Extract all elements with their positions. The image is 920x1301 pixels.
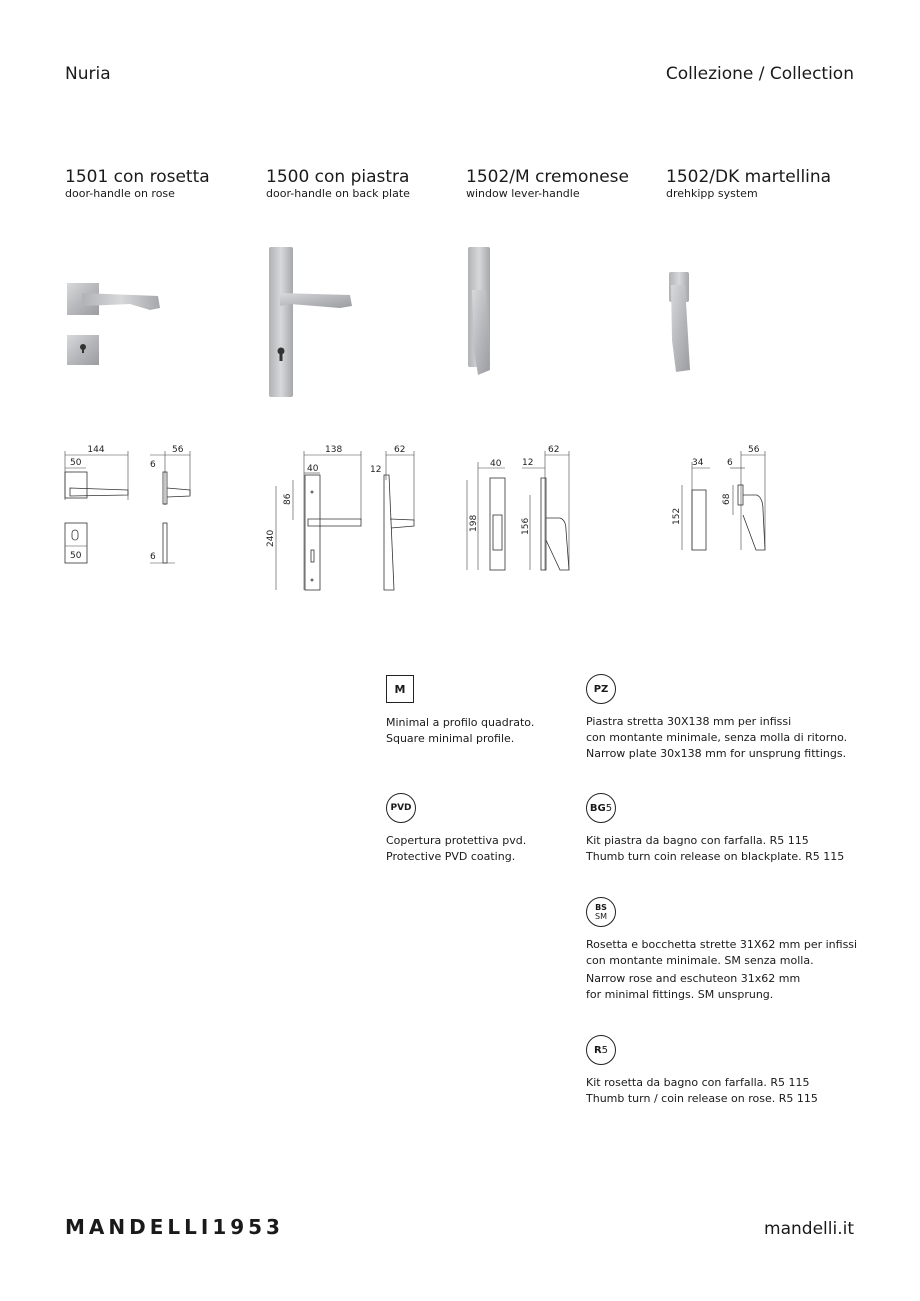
product-title: 1500 con piastra (266, 167, 410, 187)
feature-text: Piastra stretta 30X138 mm per infissi (586, 715, 792, 728)
feature-pz (586, 674, 847, 762)
drawing-1501 (65, 445, 190, 563)
product-subtitle: door-handle on rose (65, 187, 175, 200)
feature-text: Square minimal profile. (386, 732, 515, 745)
dim-escutcheon: 50 (70, 551, 82, 561)
dim-width: 144 (87, 445, 105, 455)
feature-bg5 (586, 793, 844, 865)
feature-r5 (586, 1035, 818, 1107)
product-title: 1502/DK martellina (666, 167, 832, 187)
dim-height2: 156 (521, 517, 531, 535)
feature-text: Protective PVD coating. (386, 850, 516, 863)
dim-height1: 198 (469, 514, 479, 532)
feature-text: Narrow rose and eschuteon 31x62 mm (586, 972, 801, 985)
photo-1502m (468, 247, 490, 375)
dim-plate: 40 (490, 459, 502, 469)
feature-text: Copertura protettiva pvd. (386, 834, 527, 847)
dim-height1: 152 (672, 507, 682, 525)
dim-height2: 240 (266, 529, 276, 547)
badge-pz: PZ (586, 674, 616, 704)
dim-thickness: 6 (727, 458, 733, 468)
feature-text: Rosetta e bocchetta strette 31X62 mm per infissi (586, 938, 858, 951)
feature-m (386, 675, 534, 747)
dim-thickness: 12 (370, 465, 382, 475)
dim-thickness: 6 (150, 460, 156, 470)
feature-text: Minimal a profilo quadrato. (386, 716, 535, 729)
product-subtitle: door-handle on back plate (266, 187, 410, 200)
feature-pvd (386, 793, 526, 865)
dim-plate: 40 (307, 464, 319, 474)
product-subtitle: window lever-handle (466, 187, 580, 200)
dim-projection: 56 (748, 445, 760, 455)
dim-plate: 34 (692, 458, 704, 468)
feature-text: con montante minimale, senza molla di ritorno. (586, 731, 848, 744)
dim-height2: 68 (722, 493, 732, 505)
badge-pvd: PVD (386, 793, 416, 823)
feature-text: Kit piastra da bagno con farfalla. R5 115 (586, 834, 809, 847)
feature-text: Narrow plate 30x138 mm for unsprung fittings. (586, 747, 847, 760)
feature-text: Thumb turn coin release on blackplate. R5 115 (586, 850, 845, 863)
badge-bssm: BS SM (586, 897, 616, 927)
dim-height1: 86 (283, 493, 293, 505)
drawing-1502m (467, 445, 569, 570)
product-photos (0, 230, 920, 410)
dim-projection: 62 (394, 445, 406, 455)
photo-1502dk (669, 272, 690, 372)
badge-bg5: BG 5 (586, 793, 616, 823)
product-title: 1502/M cremonese (466, 167, 629, 187)
badge-r5: R 5 (586, 1035, 616, 1065)
drawing-1502dk (672, 445, 765, 550)
feature-bssm (586, 897, 857, 1003)
dim-width: 138 (325, 445, 343, 455)
dim-projection: 62 (548, 445, 560, 455)
website-link[interactable]: mandelli.it (764, 1219, 854, 1239)
dim-rose: 50 (70, 458, 82, 468)
dim-projection: 56 (172, 445, 184, 455)
badge-m: M (386, 675, 414, 703)
feature-text: Kit rosetta da bagno con farfalla. R5 115 (586, 1076, 810, 1089)
product-1502dk (666, 167, 831, 200)
photo-1501 (67, 283, 160, 365)
collection-name: Nuria (65, 64, 111, 84)
product-subtitle: drehkipp system (666, 187, 758, 200)
product-1502m (466, 167, 629, 200)
feature-text: Thumb turn / coin release on rose. R5 115 (586, 1092, 818, 1105)
photo-1500 (269, 247, 352, 397)
technical-drawings (0, 440, 920, 600)
feature-text: for minimal fittings. SM unsprung. (586, 988, 774, 1001)
dim-thickness2: 6 (150, 552, 156, 562)
product-1501 (65, 167, 210, 200)
feature-text: con montante minimale. SM senza molla. (586, 954, 814, 967)
brand-logo: MANDELLI1953 (65, 1215, 284, 1239)
product-title: 1501 con rosetta (65, 167, 210, 187)
drawing-1500 (266, 445, 414, 590)
dim-thickness: 12 (522, 458, 534, 468)
section-title: Collezione / Collection (665, 64, 854, 84)
product-1500 (266, 167, 410, 200)
